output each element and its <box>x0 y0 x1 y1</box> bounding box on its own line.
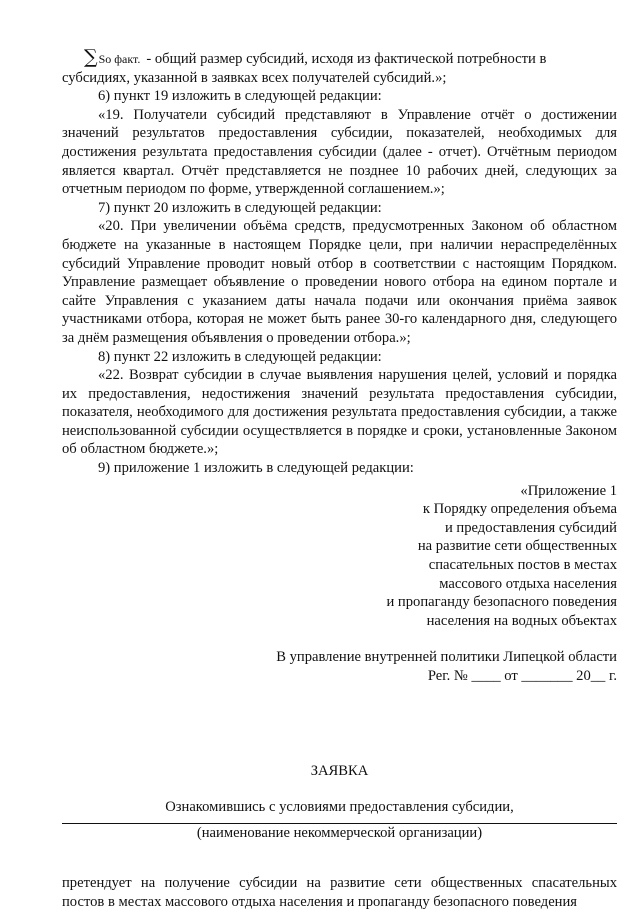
appendix-line: населения на водных объектах <box>426 612 617 629</box>
appendix-line: на развитие сети общественных <box>417 538 617 555</box>
recipient-block <box>62 648 617 685</box>
formula-line <box>62 48 617 69</box>
appendix-line: и предоставления субсидий <box>444 519 617 536</box>
item-9-heading: 9) приложение 1 изложить в следующей редакции: <box>98 460 414 477</box>
formula-description: - общий размер субсидий, исходя из фактической потребности в <box>146 51 547 67</box>
intro-text: Ознакомившись с условиями предоставления субсидии, <box>165 799 514 816</box>
formula-symbol: So факт. <box>98 52 141 66</box>
form-title: ЗАЯВКА <box>310 762 369 779</box>
document-page <box>62 48 617 912</box>
item-7-heading: 7) пункт 20 изложить в следующей редакции: <box>98 199 382 216</box>
appendix-line: к Порядку определения объема <box>422 501 617 518</box>
item-22-text: «22. Возврат субсидии в случае выявления нарушения целей, условий и порядка их предоставления, недостижения значений результата предоставления субсидии, показателя, необходимого для достижения результата предоставления субсидии, а также неиспользованной субсидии осуществляется в порядке и сроки, установленные Законом об областном бюджете.»; <box>62 367 617 458</box>
recipient-line: В управление внутренней политики Липецкой области <box>276 649 617 666</box>
appendix-header <box>62 482 617 631</box>
item-19-text: «19. Получатели субсидий представляют в Управление отчёт о достижении значений результатов предоставления субсидии, показателей, необходимых для достижения результата предоставления субсидии (далее - отчет). Отчётным периодом является квартал. Отчёт представляется не позднее 10 рабочих дней, следующих за отчетным периодом по форме, утвержденной соглашением.»; <box>62 106 617 198</box>
request-text: претендует на получение субсидии на развитие сети общественных спасательных постов в местах массового отдыха населения и пропаганду безопасного поведения <box>62 875 617 910</box>
appendix-line: и пропаганду безопасного поведения <box>386 594 617 611</box>
appendix-line: массового отдыха населения <box>439 575 617 592</box>
formula-continuation: субсидиях, указанной в заявках всех получателей субсидий.»; <box>62 69 447 86</box>
item-8-heading: 8) пункт 22 изложить в следующей редакции: <box>98 348 382 365</box>
appendix-line: спасательных постов в местах <box>428 557 617 574</box>
registration-line: Рег. № ____ от _______ 20__ г. <box>427 668 617 684</box>
item-20-text: «20. При увеличении объёма средств, предусмотренных Законом об областном бюджете на указанные в настоящем Порядке цели, при наличии нераспределённых субсидий Управление проводит новый отбор в соответствии с настоящим Порядком. Управление размещает объявление о проведении нового отбора на едином портале и сайте Управления с указанием даты начала подачи или окончания приёма заявок участниками отбора, которая не может быть ранее 30-го календарного дня, следующего за днём размещения объявления о проведении отбора.»; <box>62 218 617 346</box>
sigma-symbol: ∑ <box>84 46 98 68</box>
item-6-heading: 6) пункт 19 изложить в следующей редакции: <box>98 88 382 105</box>
appendix-line: «Приложение 1 <box>520 482 617 499</box>
organization-name-caption: (наименование некоммерческой организации) <box>196 824 483 841</box>
